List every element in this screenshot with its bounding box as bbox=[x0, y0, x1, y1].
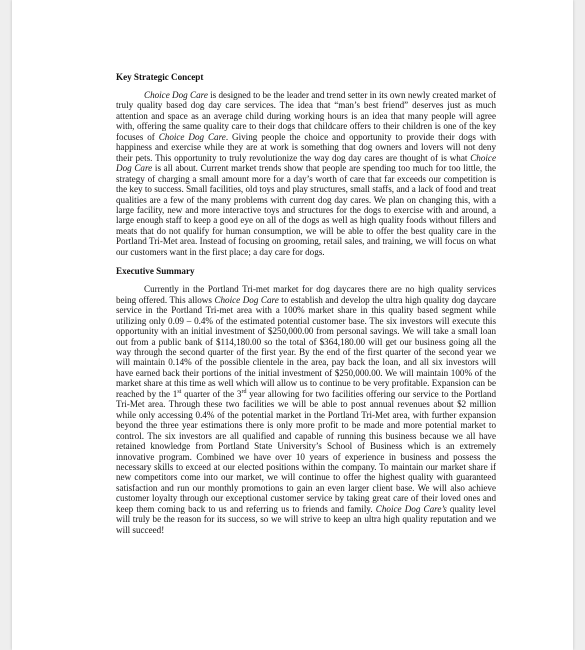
brand-name: Choice Dog Care’s bbox=[375, 503, 447, 514]
paragraph-text: . Giving people the choice and opportunity to provide their dogs with happiness and exercise while they are at work is something that dog owners and lovers will not deny their pets. This opportunity to truly revolutionize the way dog day cares are thought of is what bbox=[116, 131, 496, 163]
ordinal-suffix: rd bbox=[241, 388, 247, 395]
document-body bbox=[116, 72, 496, 535]
paragraph-text: is all about. Current market trends show that people are spending too much for too little, the strategy of charging a small amount more for a day’s worth of care that far exceeds our competition is the key to success. Small facilities, old toys and play structures, small staffs, and a lack of food and treat qualities are a few of the many problems with current dog day cares. We plan on changing this, with a large facility, new and more interactive toys and structures for the dogs to exercise with and around, a large enough staff to keep a good eye on all of the dogs as well as high quality foods without fillers and meats that do not qualify for human consumption, we will be able to offer the best quality care in the Portland Tri-Met area. Instead of focusing on grooming, retail sales, and training, we will focus on what our customers want in the first place; a day care for dogs. bbox=[116, 163, 496, 257]
paragraph-text: year allowing for two facilities offering our service to the Portland Tri-Met area. Through these two facilities we will be able to post annual revenues about $2 million while only accessing 0.4% of the potential market in the Portland Tri-Met area, with further expansion beyond the three year estimations there is only more profit to be made and more potential market to control. The six investors are all qualified and capable of running this business because we all have retained knowledge from Portland State University’s School of Business which is an extremely innovative program. Combined we have over 10 years of experience in business and possess the necessary skills to exceed at our elected positions within the company. To maintain our market share if new competitors come into our market, we will continue to offer the highest quality with guaranteed satisfaction and run our monthly promotions to gain an even larger client base. We will also achieve customer loyalty through our exceptional customer service by taking great care of their loved ones and keep them coming back to us and referring us to friends and family. bbox=[116, 388, 496, 514]
paragraph-text: is designed to be the leader and trend setter in its own newly created market of truly quality based dog day care services. The idea that “man’s best friend” deserves just as much attention and space as an average child during working hours is an idea that many people will agree with, offering the same quality care to their dogs that childcare offers to their children is one of the key focuses of bbox=[116, 90, 496, 142]
paragraph-key-strategic-concept bbox=[116, 90, 496, 257]
brand-name: Choice Dog Care bbox=[158, 131, 226, 142]
brand-name: Choice Dog Care bbox=[214, 294, 279, 305]
paragraph-text: quality level will truly be the reason for its success, so we will strive to keep an ultra high quality reputation and we will succeed! bbox=[116, 503, 496, 535]
brand-name: Choice Dog Care bbox=[116, 152, 496, 174]
heading-executive-summary: Executive Summary bbox=[116, 266, 195, 277]
paragraph-text: to establish and develop the ultra high quality dog daycare service in the Portland Tri-met area with a 100% market share in this quality based segment while utilizing only 0.09 – 0.4% of the estimated potential customer base. The six investors will execute this opportunity with an initial investment of $250,000.00 from personal savings. We will take a small loan out from a public bank of $114,180.00 so the total of $364,180.00 will get our business going all the way through the second quarter of the first year. By the end of the first quarter of the second year we will maintain 0.14% of the possible clientele in the area, pay back the loan, and all six investors will have earned back their portions of the initial investment of $250,000.00. We will maintain 100% of the market share at this time as well which will allow us to continue to be very profitable. Expansion can be reached by the 1 bbox=[116, 294, 497, 399]
paragraph-text: Currently in the Portland Tri-met market for dog daycares there are no high quality services being offered. This allows bbox=[116, 284, 496, 305]
ordinal-suffix: st bbox=[177, 388, 182, 395]
brand-name: Choice Dog Care bbox=[144, 90, 208, 100]
heading-key-strategic-concept: Key Strategic Concept bbox=[116, 72, 204, 82]
paragraph-executive-summary bbox=[116, 284, 496, 535]
document-page bbox=[12, 0, 573, 650]
paragraph-text: quarter of the 3 bbox=[181, 388, 242, 399]
